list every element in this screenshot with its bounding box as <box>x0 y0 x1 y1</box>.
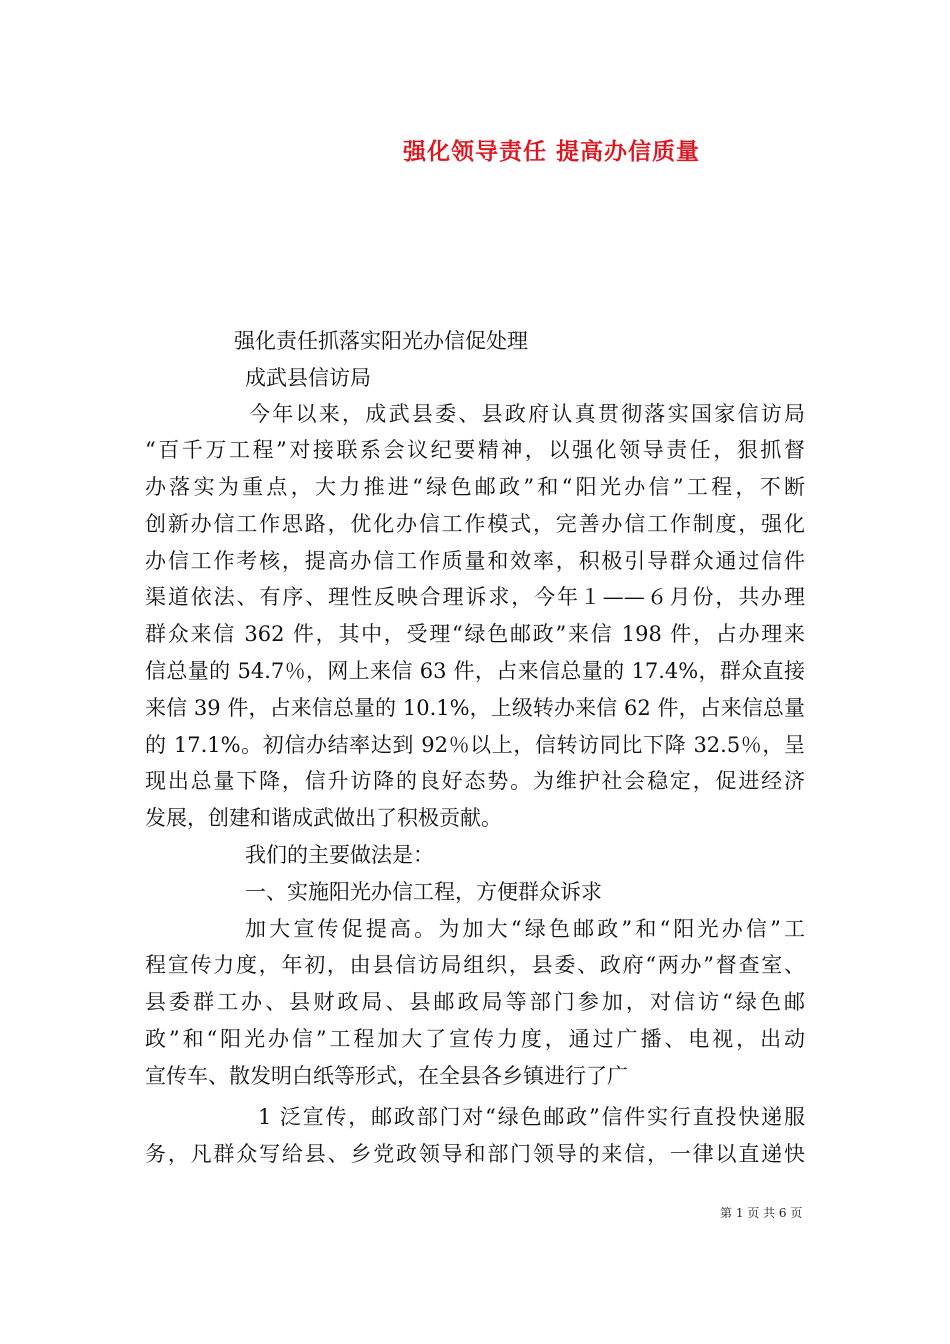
body-line: 政”和“阳光办信”工程加大了宣传力度，通过广播、电视，出动 <box>145 1027 805 1051</box>
body-line: 1 泛宣传，邮政部门对“绿色邮政”信件实行直投快递服 <box>258 1105 805 1129</box>
body-line: 务，凡群众写给县、乡党政领导和部门领导的来信，一律以直递快 <box>145 1142 805 1166</box>
body-line: 现出总量下降，信升访降的良好态势。为维护社会稳定，促进经济 <box>145 769 805 793</box>
body-line: 程宣传力度，年初，由县信访局组织，县委、政府“两办”督查室、 <box>145 953 805 977</box>
page-footer: 第 1 页 共 6 页 <box>720 1206 803 1220</box>
body-line: 群众来信 362 件，其中，受理“绿色邮政”来信 198 件，占办理来 <box>145 622 805 646</box>
body-line: “百千万工程”对接联系会议纪要精神，以强化领导责任，狠抓督 <box>145 438 805 462</box>
body-line: 发展，创建和谐成武做出了积极贡献。 <box>145 806 502 830</box>
body-line: 办信工作考核，提高办信工作质量和效率，积极引导群众通过信件 <box>145 549 805 573</box>
body-line: 宣传车、散发明白纸等形式，在全县各乡镇进行了广 <box>145 1064 628 1088</box>
body-line: 渠道依法、有序、理性反映合理诉求，今年１——６月份，共办理 <box>145 585 805 609</box>
body-line: 一、实施阳光办信工程，方便群众诉求 <box>245 880 602 904</box>
body-line: 信总量的 54.7％，网上来信 63 件，占来信总量的 17.4%，群众直接 <box>145 659 805 683</box>
body-line: 今年以来，成武县委、县政府认真贯彻落实国家信访局 <box>249 402 805 426</box>
body-line: 来信 39 件，占来信总量的 10.1%，上级转办来信 62 件，占来信总量 <box>145 696 805 720</box>
body-line: 办落实为重点，大力推进“绿色邮政”和“阳光办信”工程，不断 <box>145 475 805 499</box>
body-line: 县委群工办、县财政局、县邮政局等部门参加，对信访“绿色邮 <box>145 990 805 1014</box>
body-line: 强化责任抓落实阳光办信促处理 <box>234 329 528 353</box>
body-line: 成武县信访局 <box>245 366 371 390</box>
body-line: 创新办信工作思路，优化办信工作模式，完善办信工作制度，强化 <box>145 512 805 536</box>
body-line: 我们的主要做法是： <box>245 843 434 867</box>
body-line: 加大宣传促提高。为加大“绿色邮政”和“阳光办信”工 <box>245 917 805 941</box>
page-title: 强化领导责任 提高办信质量 <box>403 139 701 165</box>
body-line: 的 17.1%。初信办结率达到 92％以上，信转访同比下降 32.5％，呈 <box>145 733 805 757</box>
